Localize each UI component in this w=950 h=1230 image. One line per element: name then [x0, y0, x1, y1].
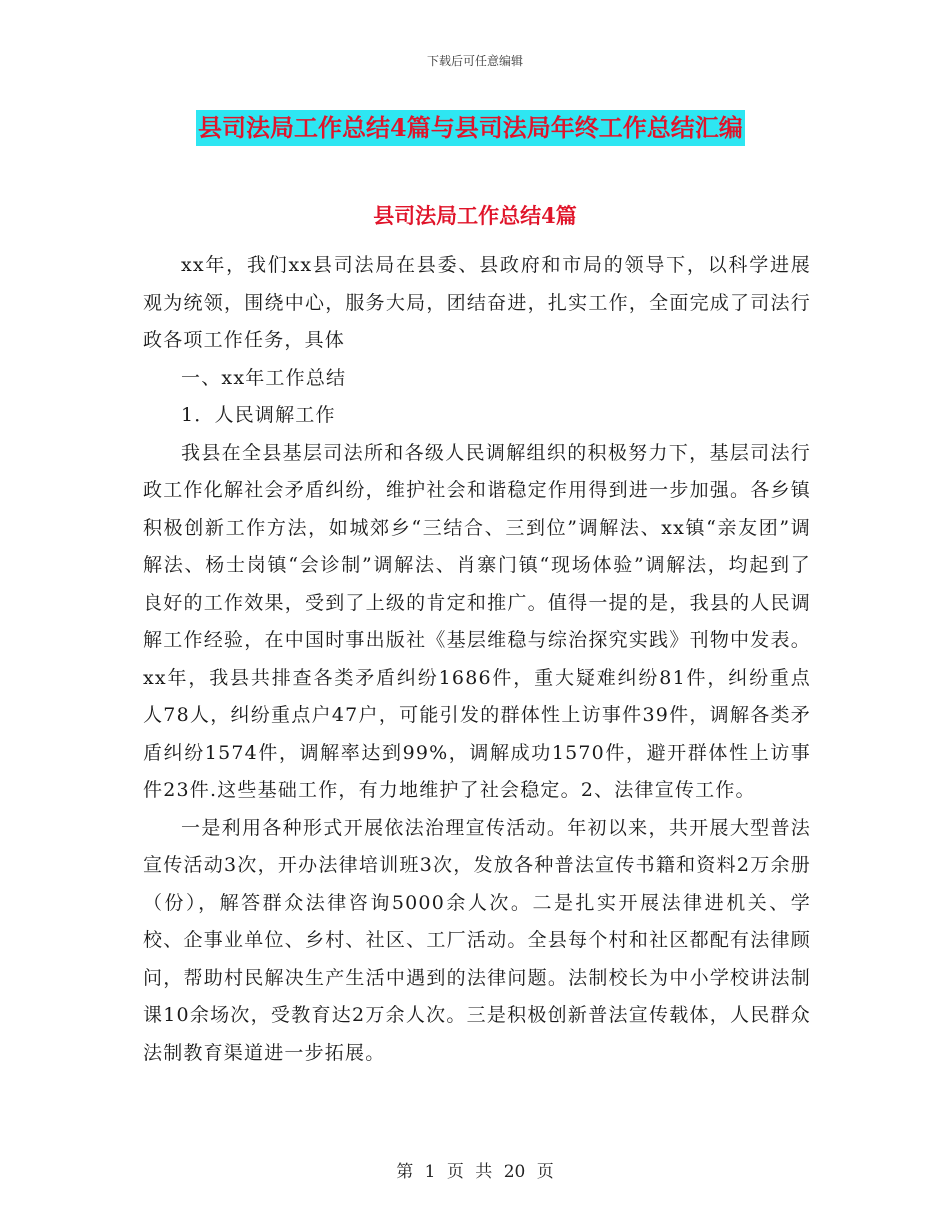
document-body	[143, 247, 811, 1072]
section-title: 县司法局工作总结4篇	[373, 203, 577, 228]
page-header-note: 下载后可任意编辑	[426, 54, 523, 68]
paragraph-intro: xx年，我们xx县司法局在县委、县政府和市局的领导下，以科学进展观为统领，围绕中心，服务大局，团结奋进，扎实工作，全面完成了司法行政各项工作任务，具体	[143, 254, 811, 351]
heading-mediation: 1．人民调解工作	[181, 404, 336, 426]
paragraph-legal-publicity: 一是利用各种形式开展依法治理宣传活动。年初以来，共开展大型普法宣传活动3次，开办法律培训班3次，发放各种普法宣传书籍和资料2万余册（份），解答群众法律咨询5000余人次。二是扎实开展法律进机关、学校、企事业单位、乡村、社区、工厂活动。全县每个村和社区都配有法律顾问，帮助村民解决生产生活中遇到的法律问题。法制校长为中小学校讲法制课10余场次，受教育达2万余人次。三是积极创新普法宣传载体，人民群众法制教育渠道进一步拓展。	[143, 816, 811, 1064]
paragraph-mediation: 我县在全县基层司法所和各级人民调解组织的积极努力下，基层司法行政工作化解社会矛盾纠纷，维护社会和谐稳定作用得到进一步加强。各乡镇积极创新工作方法，如城郊乡“三结合、三到位”调解法、xx镇“亲友团”调解法、杨士岗镇“会诊制”调解法、肖寨门镇“现场体验”调解法，均起到了良好的工作效果，受到了上级的肯定和推广。值得一提的是，我县的人民调解工作经验，在中国时事出版社《基层维稳与综治探究实践》刊物中发表。xx年，我县共排查各类矛盾纠纷1686件，重大疑难纠纷81件，纠纷重点人78人，纠纷重点户47户，可能引发的群体性上访事件39件，调解各类矛盾纠纷1574件，调解率达到99%，调解成功1570件，避开群体性上访事件23件.这些基础工作，有力地维护了社会稳定。2、法律宣传工作。	[143, 441, 811, 801]
page-number-footer: 第 1 页 共 20 页	[396, 1162, 554, 1182]
heading-section-one: 一、xx年工作总结	[181, 366, 347, 389]
document-title: 县司法局工作总结4篇与县司法局年终工作总结汇编	[196, 110, 745, 146]
